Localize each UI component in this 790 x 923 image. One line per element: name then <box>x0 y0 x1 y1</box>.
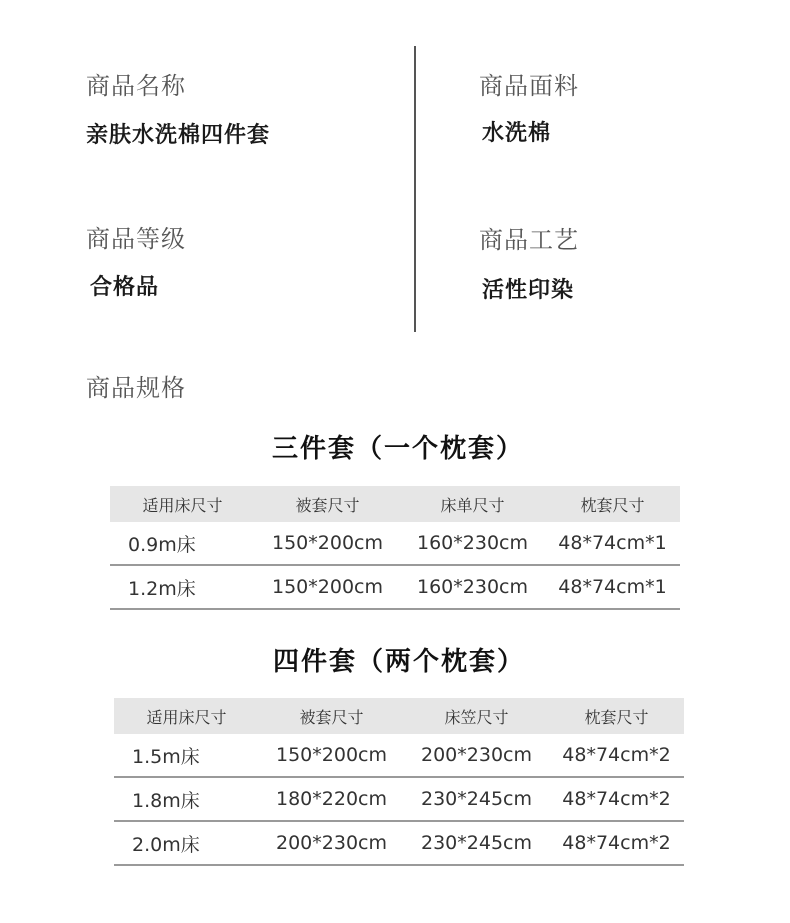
cell-pillowcase-size: 48*74cm*2 <box>549 777 684 821</box>
cell-pillowcase-size: 48*74cm*1 <box>545 522 680 565</box>
header-duvet-size: 被套尺寸 <box>255 486 400 522</box>
cell-sheet-size: 160*230cm <box>400 565 545 609</box>
cell-duvet-size: 150*200cm <box>255 565 400 609</box>
table-header-row <box>114 698 684 734</box>
cell-fitted-sheet-size: 200*230cm <box>404 734 549 777</box>
cell-pillowcase-size: 48*74cm*1 <box>545 565 680 609</box>
header-bed-size: 适用床尺寸 <box>110 486 255 522</box>
header-bed-size: 适用床尺寸 <box>114 698 259 734</box>
product-name-label: 商品名称 <box>86 72 186 100</box>
table-header-row <box>110 486 680 522</box>
cell-sheet-size: 160*230cm <box>400 522 545 565</box>
vertical-divider <box>414 46 416 332</box>
cell-bed-size: 1.2m床 <box>110 565 255 609</box>
craft-label: 商品工艺 <box>479 226 579 254</box>
cell-bed-size: 1.8m床 <box>114 777 259 821</box>
cell-fitted-sheet-size: 230*245cm <box>404 777 549 821</box>
fabric-value: 水洗棉 <box>482 121 552 146</box>
header-fitted-sheet-size: 床笠尺寸 <box>404 698 549 734</box>
four-piece-title: 四件套（两个枕套） <box>273 647 526 677</box>
table-row <box>110 522 680 565</box>
cell-bed-size: 2.0m床 <box>114 821 259 865</box>
spec-label: 商品规格 <box>86 374 186 402</box>
cell-duvet-size: 180*220cm <box>259 777 404 821</box>
cell-bed-size: 0.9m床 <box>110 522 255 565</box>
fabric-label: 商品面料 <box>479 72 579 100</box>
grade-value: 合格品 <box>90 275 160 300</box>
cell-bed-size: 1.5m床 <box>114 734 259 777</box>
header-sheet-size: 床单尺寸 <box>400 486 545 522</box>
cell-fitted-sheet-size: 230*245cm <box>404 821 549 865</box>
cell-pillowcase-size: 48*74cm*2 <box>549 734 684 777</box>
three-piece-title: 三件套（一个枕套） <box>272 434 525 464</box>
cell-pillowcase-size: 48*74cm*2 <box>549 821 684 865</box>
three-piece-table <box>110 486 680 610</box>
grade-label: 商品等级 <box>86 225 186 253</box>
table-row <box>114 821 684 865</box>
header-pillowcase-size: 枕套尺寸 <box>545 486 680 522</box>
table-row <box>114 734 684 777</box>
cell-duvet-size: 150*200cm <box>255 522 400 565</box>
cell-duvet-size: 150*200cm <box>259 734 404 777</box>
table-row <box>114 777 684 821</box>
table-row <box>110 565 680 609</box>
cell-duvet-size: 200*230cm <box>259 821 404 865</box>
four-piece-table <box>114 698 684 866</box>
header-pillowcase-size: 枕套尺寸 <box>549 698 684 734</box>
craft-value: 活性印染 <box>482 278 575 303</box>
header-duvet-size: 被套尺寸 <box>259 698 404 734</box>
product-name-value: 亲肤水洗棉四件套 <box>86 123 271 148</box>
